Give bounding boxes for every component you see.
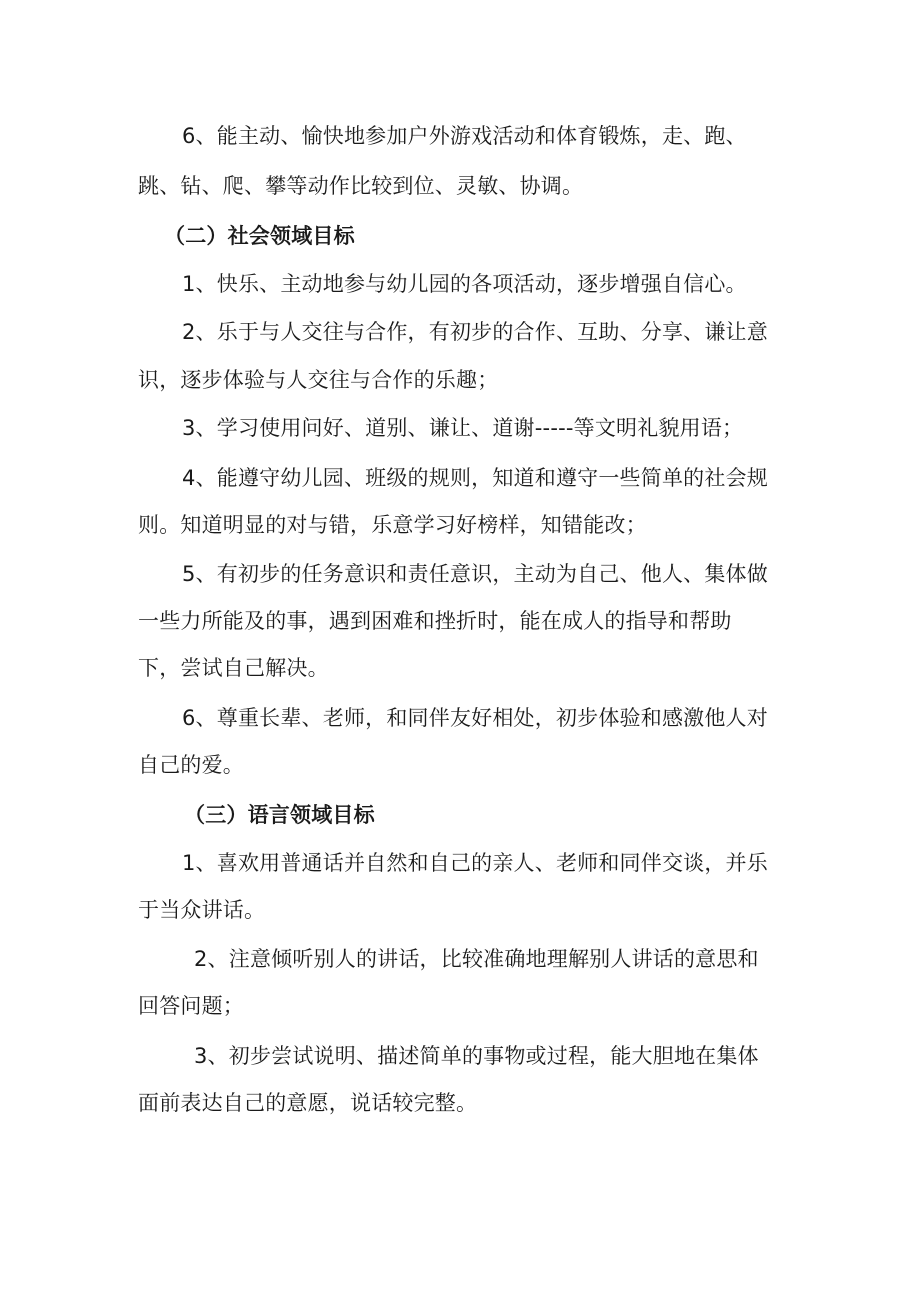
text-line: 1、快乐、主动地参与幼儿园的各项活动，逐步增强自信心。 <box>182 272 747 296</box>
text-line: 一些力所能及的事，遇到困难和挫折时，能在成人的指导和帮助 <box>138 609 732 633</box>
section-heading-language: （三）语言领域目标 <box>184 803 375 827</box>
text-line: 3、学习使用问好、道别、谦让、道谢-----等文明礼貌用语； <box>182 416 744 440</box>
text-line: 自己的爱。 <box>138 753 244 777</box>
text-line: 面前表达自己的意愿，说话较完整。 <box>138 1091 478 1115</box>
text-line: 下，尝试自己解决。 <box>138 656 329 680</box>
text-line: 5、有初步的任务意识和责任意识，主动为自己、他人、集体做 <box>182 562 768 586</box>
text-line: 3、初步尝试说明、描述简单的事物或过程，能大胆地在集体 <box>194 1044 759 1068</box>
text-line: 1、喜欢用普通话并自然和自己的亲人、老师和同伴交谈，并乐 <box>182 851 768 875</box>
text-line: 6、尊重长辈、老师，和同伴友好相处，初步体验和感激他人对 <box>182 706 768 730</box>
text-line: 则。知道明显的对与错，乐意学习好榜样，知错能改； <box>138 513 647 537</box>
text-line: 于当众讲话。 <box>138 898 266 922</box>
text-line: 识，逐步体验与人交往与合作的乐趣； <box>138 368 499 392</box>
text-line: 回答问题； <box>138 994 244 1018</box>
text-line: 6、能主动、愉快地参加户外游戏活动和体育锻炼，走、跑、 <box>182 124 747 148</box>
text-line: 4、能遵守幼儿园、班级的规则，知道和遵守一些简单的社会规 <box>182 466 768 490</box>
section-heading-social: （二）社会领域目标 <box>164 224 355 248</box>
text-line: 2、注意倾听别人的讲话，比较准确地理解别人讲话的意思和 <box>194 947 759 971</box>
text-line: 跳、钻、爬、攀等动作比较到位、灵敏、协调。 <box>138 174 584 198</box>
text-line: 2、乐于与人交往与合作，有初步的合作、互助、分享、谦让意 <box>182 320 768 344</box>
